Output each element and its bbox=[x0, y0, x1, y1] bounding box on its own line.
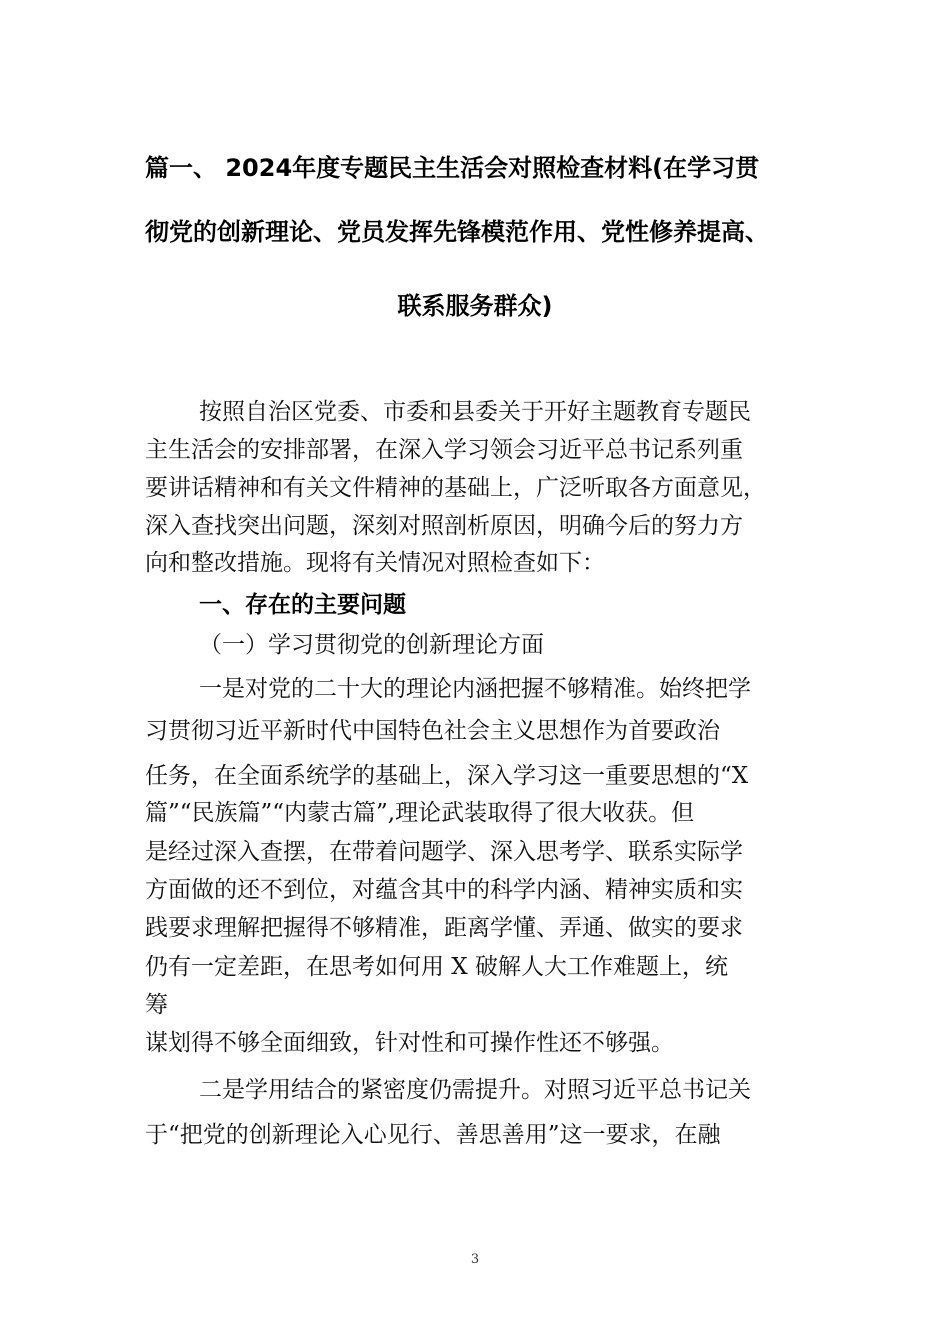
intro-line: 向和整改措施。现将有关情况对照检查如下： bbox=[145, 550, 605, 576]
paragraph-line: 二是学用结合的紧密度仍需提升。对照习近平总书记关 bbox=[199, 1077, 751, 1103]
paragraph-line: 仍有一定差距，在思考如何用 X 破解人大工作难题上，统 bbox=[145, 954, 728, 980]
intro-line: 按照自治区党委、市委和县委关于开好主题教育专题民 bbox=[199, 399, 751, 425]
document-title-line-3: 联系服务群众) bbox=[397, 292, 553, 320]
paragraph-line: 践要求理解把握得不够精准，距离学懂、弄通、做实的要求 bbox=[145, 915, 743, 941]
intro-line: 要讲话精神和有关文件精神的基础上，广泛听取各方面意见， bbox=[145, 475, 766, 501]
intro-line: 主生活会的安排部署，在深入学习领会习近平总书记系列重 bbox=[145, 437, 743, 463]
paragraph-line: 筹 bbox=[145, 992, 168, 1018]
page-number: 3 bbox=[470, 1252, 480, 1267]
document-title-line-1: 篇一、 2024年度专题民主生活会对照检查材料(在学习贯 bbox=[145, 154, 760, 182]
paragraph-line: 是经过深入查摆，在带着问题学、深入思考学、联系实际学 bbox=[145, 839, 743, 865]
document-title-line-2: 彻党的创新理论、党员发挥先锋模范作用、党性修养提高、 bbox=[145, 218, 769, 246]
paragraph-line: 一是对党的二十大的理论内涵把握不够精准。始终把学 bbox=[199, 676, 751, 702]
intro-line: 深入查找突出问题，深刻对照剖析原因，明确今后的努力方 bbox=[145, 513, 743, 539]
paragraph-line: 篇”“民族篇”“内蒙古篇”,理论武装取得了很大收获。但 bbox=[145, 800, 695, 826]
paragraph-line: 谋划得不够全面细致，针对性和可操作性还不够强。 bbox=[145, 1030, 674, 1056]
subsection-heading: （一）学习贯彻党的创新理论方面 bbox=[199, 632, 544, 658]
paragraph-line: 习贯彻习近平新时代中国特色社会主义思想作为首要政治 bbox=[145, 718, 720, 744]
paragraph-line: 方面做的还不到位，对蕴含其中的科学内涵、精神实质和实 bbox=[145, 877, 743, 903]
paragraph-line: 于“把党的创新理论入心见行、善思善用”这一要求，在融 bbox=[145, 1122, 721, 1148]
paragraph-line: 任务，在全面系统学的基础上，深入学习这一重要思想的“X bbox=[145, 763, 749, 789]
section-heading: 一、存在的主要问题 bbox=[199, 592, 406, 618]
